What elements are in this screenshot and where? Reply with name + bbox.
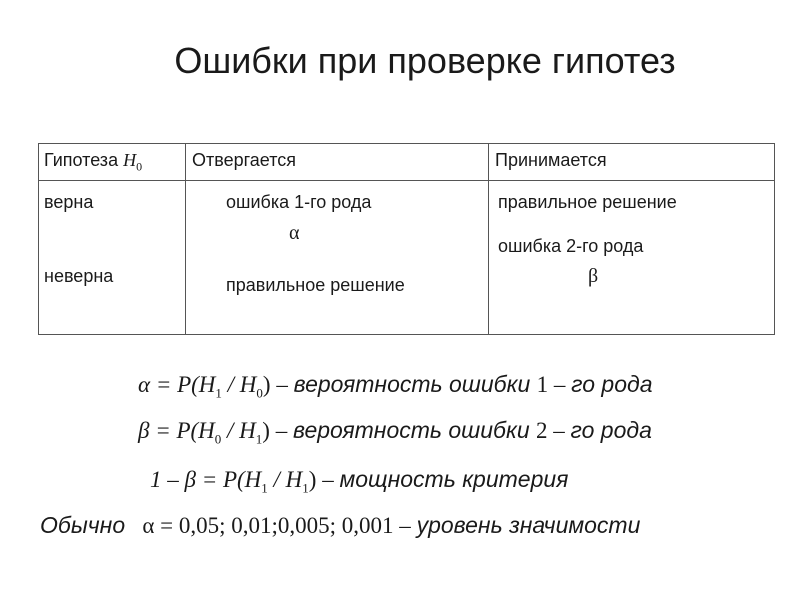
formula-power-lhs: 1 – β = P(H [150, 467, 262, 492]
formula-power-text: мощность критерия [339, 466, 569, 492]
formula-beta-num: 2 – [536, 418, 571, 443]
accepted-correct-label: правильное решение [498, 192, 677, 212]
formula-beta [138, 417, 652, 448]
formula-beta-mid: / H [221, 418, 256, 443]
formula-beta-sub1: 0 [214, 431, 222, 447]
formula-alpha-close: ) – [262, 372, 294, 397]
table-divider-col1 [185, 144, 186, 334]
formula-alpha-tail: го рода [571, 371, 653, 397]
table-divider-header [39, 180, 774, 181]
header-h0-symbol [123, 150, 143, 174]
formula-alpha-num: 1 – [536, 372, 572, 397]
table-grid [39, 144, 774, 334]
formula-power-sub1: 1 [261, 480, 268, 496]
row-false-label: неверна [44, 266, 114, 286]
h-symbol: H [123, 150, 137, 170]
formula-beta-sub2: 1 [255, 431, 263, 447]
formula-beta-close: ) – [262, 418, 293, 443]
h-subscript: 0 [136, 159, 143, 174]
header-rejected: Отвергается [192, 150, 297, 170]
alpha-symbol: α [289, 222, 300, 244]
formula-alpha [138, 371, 653, 402]
formula-beta-lhs: β = P(H [138, 418, 215, 443]
header-hypothesis [44, 150, 142, 175]
formula-power-mid: / H [267, 467, 303, 492]
formula-power-close: ) – [308, 467, 340, 492]
formula-power [150, 466, 568, 497]
formula-usual-text: уровень значимости [416, 512, 641, 538]
table-divider-col2 [488, 144, 489, 334]
formula-beta-text: вероятность ошибки [292, 417, 537, 443]
formula-alpha-lhs: α = P(H [138, 372, 216, 397]
type1-error-label: ошибка 1-го рода [226, 192, 372, 212]
page-title: Ошибки при проверке гипотез [174, 40, 676, 81]
formula-usual-levels [40, 512, 640, 539]
formula-usual-lead: Обычно [40, 512, 126, 538]
type2-error-label: ошибка 2-го рода [498, 236, 644, 256]
header-accepted: Принимается [495, 150, 607, 170]
formula-alpha-sub2: 0 [256, 385, 263, 401]
formula-usual-gap [125, 513, 142, 538]
row-true-label: верна [44, 192, 94, 212]
hypothesis-errors-table [38, 143, 775, 335]
formula-alpha-sub1: 1 [215, 385, 222, 401]
formula-power-sub2: 1 [302, 480, 309, 496]
formula-beta-tail: го рода [570, 417, 652, 443]
header-hypothesis-word: Гипотеза [44, 150, 119, 170]
rejected-correct-label: правильное решение [226, 275, 405, 295]
formula-alpha-mid: / H [221, 372, 257, 397]
formula-usual-expr: α = 0,05; 0,01;0,005; 0,001 – [142, 513, 417, 538]
beta-symbol: β [588, 265, 599, 287]
formula-alpha-text: вероятность ошибки [293, 371, 537, 397]
